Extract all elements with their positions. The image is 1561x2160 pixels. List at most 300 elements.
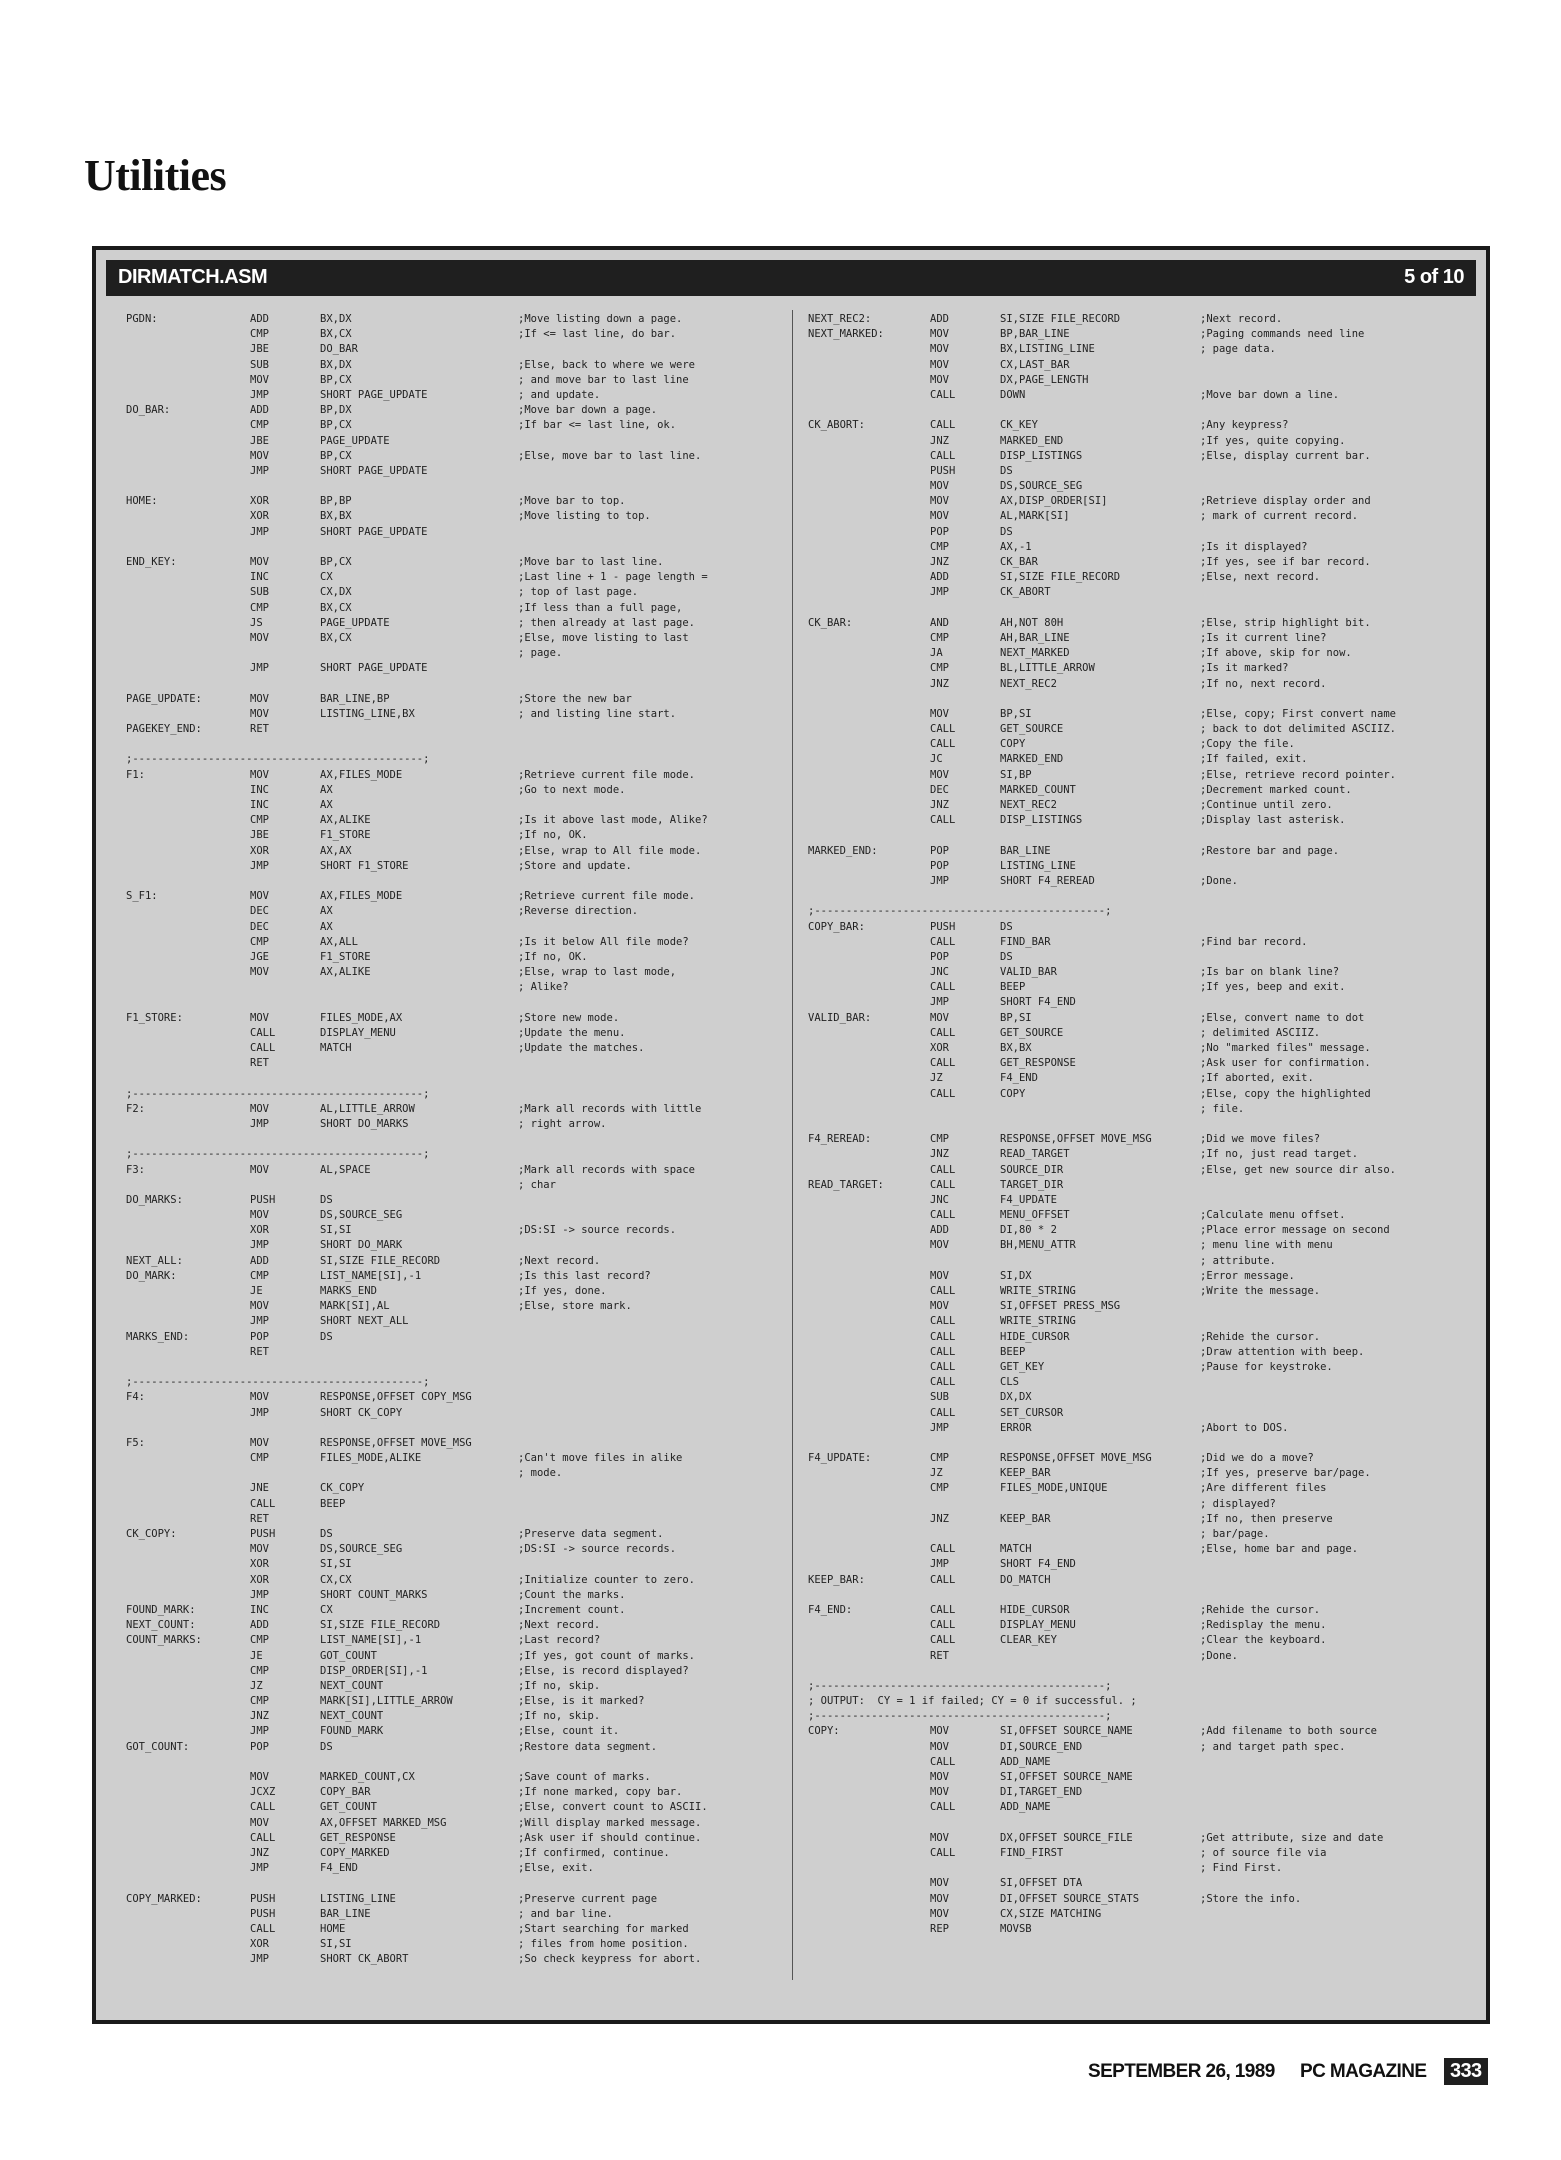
code-comment: ; delimited ASCIIZ. bbox=[1200, 1026, 1321, 1039]
code-line bbox=[808, 1633, 1478, 1648]
code-comment: ;So check keypress for abort. bbox=[518, 1953, 702, 1966]
code-operand: HOME bbox=[320, 1922, 346, 1935]
code-opcode: MOV bbox=[930, 707, 949, 720]
code-comment: ;Else, is record displayed? bbox=[518, 1664, 689, 1677]
listing-column-right bbox=[808, 312, 1478, 1937]
code-line bbox=[808, 1360, 1478, 1375]
code-line bbox=[126, 601, 776, 616]
code-opcode: JBE bbox=[250, 434, 269, 447]
code-comment: ; files from home position. bbox=[518, 1938, 689, 1951]
code-operand: BL,LITTLE_ARROW bbox=[1000, 662, 1095, 675]
code-line bbox=[808, 418, 1478, 433]
code-comment: ;Move bar down a line. bbox=[1200, 388, 1340, 401]
code-operand: BP,SI bbox=[1000, 707, 1032, 720]
code-comment: ;Move bar down a page. bbox=[518, 404, 658, 417]
code-operand: AX bbox=[320, 783, 333, 796]
code-line bbox=[126, 479, 776, 494]
code-opcode: DEC bbox=[250, 920, 269, 933]
code-opcode: JNZ bbox=[930, 556, 949, 568]
code-line bbox=[126, 1132, 776, 1147]
code-opcode: MOV bbox=[250, 1209, 269, 1222]
code-comment: ;Continue until zero. bbox=[1200, 799, 1333, 811]
code-opcode: JBE bbox=[250, 829, 269, 842]
code-operand: SET_CURSOR bbox=[1000, 1406, 1064, 1419]
code-line bbox=[126, 1664, 776, 1679]
code-opcode: CMP bbox=[250, 935, 269, 948]
code-label: DO_BAR: bbox=[126, 404, 171, 417]
code-operand: CX,SIZE MATCHING bbox=[1000, 1907, 1102, 1920]
code-comment: ;Else, copy; First convert name bbox=[1200, 707, 1396, 720]
code-opcode: PUSH bbox=[250, 1528, 276, 1540]
code-line bbox=[808, 1497, 1478, 1512]
code-line bbox=[126, 828, 776, 843]
code-line bbox=[126, 1588, 776, 1603]
code-line bbox=[126, 1087, 776, 1102]
code-line bbox=[126, 1907, 776, 1922]
code-line bbox=[126, 1557, 776, 1572]
code-opcode: JMP bbox=[250, 1117, 269, 1130]
code-operand: COPY_BAR bbox=[320, 1786, 371, 1799]
code-comment: ; displayed? bbox=[1200, 1497, 1276, 1510]
code-opcode: CMP bbox=[250, 601, 269, 614]
code-line bbox=[126, 555, 776, 570]
code-line bbox=[126, 813, 776, 828]
code-operand: BH,MENU_ATTR bbox=[1000, 1239, 1076, 1252]
code-opcode: CALL bbox=[930, 1026, 956, 1039]
code-operand: DX,OFFSET SOURCE_FILE bbox=[1000, 1831, 1133, 1844]
code-opcode: MOV bbox=[250, 692, 269, 705]
code-operand: BX,CX bbox=[320, 328, 352, 341]
code-comment: ;Next record. bbox=[518, 1619, 601, 1632]
code-opcode: JZ bbox=[930, 1072, 943, 1085]
code-line bbox=[126, 1861, 776, 1876]
code-line bbox=[808, 585, 1478, 600]
code-operand: DX,PAGE_LENGTH bbox=[1000, 373, 1089, 386]
code-operand: MARK[SI],LITTLE_ARROW bbox=[320, 1695, 453, 1708]
code-opcode: MOV bbox=[930, 328, 949, 341]
magazine-name: PC MAGAZINE bbox=[1300, 2061, 1427, 2082]
code-operand: AX bbox=[320, 920, 333, 933]
code-line bbox=[808, 1238, 1478, 1253]
code-opcode: MOV bbox=[930, 373, 949, 386]
code-opcode: CALL bbox=[930, 1360, 956, 1373]
code-comment: ;Decrement marked count. bbox=[1200, 783, 1352, 796]
code-line bbox=[126, 1709, 776, 1724]
comment-rule: ;----------------------------------------------; bbox=[808, 1679, 1112, 1692]
code-line bbox=[126, 1284, 776, 1299]
code-comment: ;Else, convert name to dot bbox=[1200, 1011, 1365, 1024]
code-operand: RESPONSE,OFFSET MOVE_MSG bbox=[1000, 1133, 1152, 1146]
code-label: F4_REREAD: bbox=[808, 1133, 872, 1146]
code-label: F2: bbox=[126, 1102, 145, 1115]
code-opcode: MOV bbox=[930, 1300, 949, 1313]
code-opcode: MOV bbox=[930, 1740, 949, 1753]
code-opcode: JE bbox=[250, 1285, 263, 1297]
code-comment: ;If failed, exit. bbox=[1200, 753, 1308, 766]
code-opcode: INC bbox=[250, 1603, 269, 1616]
code-label: DO_MARK: bbox=[126, 1269, 177, 1282]
code-comment: ;Retrieve display order and bbox=[1200, 495, 1371, 508]
code-label: COPY: bbox=[808, 1725, 840, 1738]
code-line bbox=[808, 494, 1478, 509]
code-comment: ;If no, just read target. bbox=[1200, 1148, 1359, 1161]
code-line bbox=[126, 1406, 776, 1421]
code-line bbox=[126, 692, 776, 707]
code-opcode: JS bbox=[250, 616, 263, 629]
code-line bbox=[808, 327, 1478, 342]
code-line bbox=[126, 1724, 776, 1739]
code-line bbox=[126, 616, 776, 631]
code-comment: ; and move bar to last line bbox=[518, 373, 689, 386]
code-line bbox=[126, 570, 776, 585]
code-opcode: CALL bbox=[930, 1603, 956, 1616]
code-comment: ;Store and update. bbox=[518, 859, 632, 872]
code-line bbox=[808, 1421, 1478, 1436]
code-line bbox=[808, 889, 1478, 904]
code-line bbox=[126, 1390, 776, 1405]
code-line bbox=[126, 1922, 776, 1937]
code-operand: CK_ABORT bbox=[1000, 586, 1051, 599]
code-comment: ;Count the marks. bbox=[518, 1588, 626, 1601]
code-line bbox=[126, 525, 776, 540]
code-line bbox=[808, 1436, 1478, 1451]
code-line bbox=[808, 1147, 1478, 1162]
code-line bbox=[126, 1451, 776, 1466]
code-comment: ;Find bar record. bbox=[1200, 935, 1308, 948]
code-opcode: CALL bbox=[250, 1026, 276, 1039]
code-operand: SI,OFFSET SOURCE_NAME bbox=[1000, 1771, 1133, 1783]
code-operand: FILES_MODE,ALIKE bbox=[320, 1452, 422, 1465]
code-comment: ;If yes, quite copying. bbox=[1200, 434, 1346, 447]
code-opcode: MOV bbox=[250, 966, 269, 979]
code-comment: ;Done. bbox=[1200, 1649, 1238, 1662]
code-comment: ;Initialize counter to zero. bbox=[518, 1573, 696, 1586]
code-line bbox=[808, 844, 1478, 859]
code-comment: ;Mark all records with space bbox=[518, 1163, 696, 1176]
code-line bbox=[126, 449, 776, 464]
code-opcode: MOV bbox=[930, 495, 949, 508]
code-comment: ;If yes, done. bbox=[518, 1285, 607, 1297]
code-line bbox=[808, 464, 1478, 479]
code-opcode: JC bbox=[930, 753, 943, 766]
code-opcode: JNZ bbox=[250, 1710, 269, 1723]
code-opcode: MOV bbox=[930, 1831, 949, 1844]
code-line bbox=[126, 1527, 776, 1542]
code-label: NEXT_REC2: bbox=[808, 313, 872, 325]
code-label: MARKS_END: bbox=[126, 1330, 190, 1343]
code-comment: ;If no, next record. bbox=[1200, 677, 1327, 690]
code-label: S_F1: bbox=[126, 890, 158, 903]
code-line bbox=[126, 707, 776, 722]
code-operand: BX,BX bbox=[320, 510, 352, 523]
code-comment: ;DS:SI -> source records. bbox=[518, 1543, 677, 1556]
code-operand: GOT_COUNT bbox=[320, 1649, 377, 1662]
code-opcode: PUSH bbox=[250, 1892, 276, 1905]
code-line bbox=[126, 752, 776, 767]
code-operand: SI,SIZE FILE_RECORD bbox=[320, 1254, 441, 1267]
code-operand: FIND_BAR bbox=[1000, 935, 1051, 948]
code-comment: ;Else, retrieve record pointer. bbox=[1200, 768, 1396, 781]
code-opcode: CALL bbox=[930, 723, 956, 736]
code-operand: BEEP bbox=[1000, 981, 1026, 994]
code-operand: BX,DX bbox=[320, 313, 352, 325]
code-line bbox=[126, 1223, 776, 1238]
code-operand: BAR_LINE bbox=[1000, 844, 1051, 857]
listing-title-bar bbox=[106, 260, 1476, 296]
code-operand: AX,OFFSET MARKED_MSG bbox=[320, 1816, 447, 1829]
code-operand: NEXT_MARKED bbox=[1000, 647, 1070, 660]
code-line bbox=[808, 965, 1478, 980]
code-line bbox=[808, 1892, 1478, 1907]
code-line bbox=[126, 1481, 776, 1496]
code-comment: ;Will display marked message. bbox=[518, 1816, 702, 1829]
code-comment: ;Restore bar and page. bbox=[1200, 844, 1340, 857]
code-operand: BEEP bbox=[320, 1497, 346, 1510]
code-comment: ;Else, move bar to last line. bbox=[518, 449, 702, 462]
code-operand: BX,LISTING_LINE bbox=[1000, 343, 1095, 356]
code-opcode: INC bbox=[250, 783, 269, 796]
code-line bbox=[126, 1056, 776, 1071]
code-line bbox=[126, 1269, 776, 1284]
code-line bbox=[126, 1299, 776, 1314]
code-opcode: RET bbox=[250, 723, 269, 736]
code-opcode: XOR bbox=[250, 1573, 269, 1586]
code-comment: ; menu line with menu bbox=[1200, 1239, 1333, 1252]
code-opcode: CALL bbox=[250, 1497, 276, 1510]
code-comment: ;If no, OK. bbox=[518, 829, 588, 842]
code-label: COPY_BAR: bbox=[808, 920, 865, 933]
code-comment: ;Store the info. bbox=[1200, 1892, 1302, 1905]
code-comment: ;No "marked files" message. bbox=[1200, 1042, 1371, 1054]
issue-date: SEPTEMBER 26, 1989 bbox=[1088, 2061, 1275, 2082]
code-line bbox=[808, 1041, 1478, 1056]
code-opcode: MOV bbox=[250, 373, 269, 386]
code-line bbox=[808, 1056, 1478, 1071]
code-comment: ;If no, skip. bbox=[518, 1679, 601, 1692]
code-opcode: CALL bbox=[930, 1087, 956, 1100]
code-opcode: CALL bbox=[930, 1801, 956, 1814]
code-operand: AL,SPACE bbox=[320, 1163, 371, 1176]
comment-rule: ;----------------------------------------------; bbox=[126, 753, 430, 766]
code-operand: CK_COPY bbox=[320, 1482, 365, 1495]
code-comment: ;Restore data segment. bbox=[518, 1740, 658, 1753]
code-comment: ;Next record. bbox=[518, 1254, 601, 1267]
code-operand: AH,NOT 80H bbox=[1000, 616, 1064, 629]
code-comment: ;Mark all records with little bbox=[518, 1102, 702, 1115]
code-line bbox=[126, 980, 776, 995]
code-line bbox=[808, 540, 1478, 555]
code-opcode: JNZ bbox=[930, 1148, 949, 1161]
listing-part-indicator: 5 of 10 bbox=[1404, 266, 1464, 288]
code-label: PAGE_UPDATE: bbox=[126, 692, 202, 705]
code-operand: CLEAR_KEY bbox=[1000, 1634, 1057, 1647]
code-comment: ;Display last asterisk. bbox=[1200, 814, 1346, 827]
code-line bbox=[808, 1709, 1478, 1724]
code-line bbox=[808, 479, 1478, 494]
code-line bbox=[808, 995, 1478, 1010]
code-line bbox=[126, 844, 776, 859]
code-comment: ; bar/page. bbox=[1200, 1528, 1270, 1540]
code-opcode: CMP bbox=[930, 662, 949, 675]
code-opcode: INC bbox=[250, 571, 269, 584]
code-line bbox=[808, 1390, 1478, 1405]
code-opcode: MOV bbox=[930, 510, 949, 523]
code-line bbox=[808, 737, 1478, 752]
code-line bbox=[808, 1649, 1478, 1664]
code-line bbox=[126, 1238, 776, 1253]
code-label: NEXT_ALL: bbox=[126, 1254, 183, 1267]
code-opcode: MOV bbox=[930, 1892, 949, 1905]
code-comment: ;Is it below All file mode? bbox=[518, 935, 689, 948]
code-line bbox=[808, 449, 1478, 464]
code-operand: BP,CX bbox=[320, 419, 352, 432]
code-comment: ;Else, store mark. bbox=[518, 1300, 632, 1313]
code-operand: BX,DX bbox=[320, 358, 352, 371]
code-comment: ;Else, home bar and page. bbox=[1200, 1543, 1359, 1556]
code-line bbox=[126, 1694, 776, 1709]
code-operand: BP,CX bbox=[320, 449, 352, 462]
code-line bbox=[808, 935, 1478, 950]
code-opcode: JMP bbox=[250, 662, 269, 675]
code-operand: AL,MARK[SI] bbox=[1000, 510, 1070, 523]
code-comment: ;Add filename to both source bbox=[1200, 1725, 1378, 1738]
code-comment: ; and update. bbox=[518, 388, 601, 401]
code-line bbox=[808, 1861, 1478, 1876]
code-opcode: JMP bbox=[250, 1953, 269, 1966]
code-operand: GET_KEY bbox=[1000, 1360, 1045, 1373]
code-operand: ERROR bbox=[1000, 1421, 1032, 1434]
code-comment: ;Else, wrap to All file mode. bbox=[518, 844, 702, 857]
code-line bbox=[126, 1876, 776, 1891]
code-line bbox=[808, 1451, 1478, 1466]
code-opcode: CMP bbox=[250, 1452, 269, 1465]
code-opcode: MOV bbox=[250, 1543, 269, 1556]
code-opcode: MOV bbox=[930, 1011, 949, 1024]
code-comment: ; of source file via bbox=[1200, 1846, 1327, 1859]
code-line bbox=[126, 859, 776, 874]
code-line bbox=[808, 1269, 1478, 1284]
code-operand: SHORT PAGE_UPDATE bbox=[320, 388, 428, 401]
code-operand: RESPONSE,OFFSET COPY_MSG bbox=[320, 1391, 472, 1404]
code-comment: ;If aborted, exit. bbox=[1200, 1072, 1314, 1085]
code-line bbox=[126, 965, 776, 980]
code-opcode: ADD bbox=[930, 571, 949, 584]
code-opcode: JNZ bbox=[930, 1512, 949, 1525]
code-comment: ;Update the menu. bbox=[518, 1026, 626, 1039]
code-opcode: MOV bbox=[250, 1102, 269, 1115]
code-operand: SHORT PAGE_UPDATE bbox=[320, 662, 428, 675]
code-line bbox=[126, 1117, 776, 1132]
code-opcode: MOV bbox=[930, 1269, 949, 1282]
code-line bbox=[808, 1618, 1478, 1633]
code-opcode: CMP bbox=[930, 631, 949, 644]
code-line bbox=[808, 601, 1478, 616]
code-line bbox=[126, 1512, 776, 1527]
code-operand: AX,ALIKE bbox=[320, 814, 371, 827]
code-operand: SI,OFFSET SOURCE_NAME bbox=[1000, 1725, 1133, 1738]
code-comment: ;Rehide the cursor. bbox=[1200, 1330, 1321, 1343]
code-line bbox=[808, 768, 1478, 783]
code-operand: AX,FILES_MODE bbox=[320, 768, 403, 781]
code-comment: ;If no, then preserve bbox=[1200, 1512, 1333, 1525]
code-opcode: XOR bbox=[250, 1558, 269, 1571]
code-comment: ; attribute. bbox=[1200, 1254, 1276, 1267]
code-operand: BP,CX bbox=[320, 556, 352, 568]
code-comment: ;Preserve data segment. bbox=[518, 1528, 664, 1540]
code-comment: ;Preserve current page bbox=[518, 1892, 658, 1905]
code-opcode: MOV bbox=[930, 343, 949, 356]
code-operand: BP,DX bbox=[320, 404, 352, 417]
code-opcode: JNZ bbox=[250, 1846, 269, 1859]
code-operand: GET_RESPONSE bbox=[320, 1831, 396, 1844]
code-comment: ;If yes, got count of marks. bbox=[518, 1649, 696, 1662]
code-line bbox=[126, 1603, 776, 1618]
code-line bbox=[126, 342, 776, 357]
code-comment: ;If bar <= last line, ok. bbox=[518, 419, 677, 432]
code-comment: ;DS:SI -> source records. bbox=[518, 1224, 677, 1237]
code-operand: VALID_BAR bbox=[1000, 966, 1057, 979]
code-line bbox=[126, 1041, 776, 1056]
code-line bbox=[808, 1846, 1478, 1861]
code-line bbox=[126, 1421, 776, 1436]
code-operand: BP,BAR_LINE bbox=[1000, 328, 1070, 341]
code-operand: DS bbox=[320, 1528, 333, 1540]
code-label: DO_MARKS: bbox=[126, 1193, 183, 1206]
code-opcode: CMP bbox=[250, 419, 269, 432]
code-comment: ; mode. bbox=[518, 1467, 563, 1480]
code-operand: CX,LAST_BAR bbox=[1000, 358, 1070, 371]
code-line bbox=[808, 1907, 1478, 1922]
code-opcode: CMP bbox=[250, 1695, 269, 1708]
code-line bbox=[808, 859, 1478, 874]
comment-rule: ;----------------------------------------------; bbox=[808, 905, 1112, 918]
code-line bbox=[808, 950, 1478, 965]
code-comment: ; and bar line. bbox=[518, 1907, 613, 1920]
code-operand: DO_MATCH bbox=[1000, 1573, 1051, 1586]
code-line bbox=[808, 1603, 1478, 1618]
code-comment: ; and listing line start. bbox=[518, 707, 677, 720]
code-comment: ;Else, move listing to last bbox=[518, 631, 689, 644]
code-line bbox=[126, 737, 776, 752]
code-line bbox=[126, 434, 776, 449]
code-operand: SHORT PAGE_UPDATE bbox=[320, 525, 428, 538]
code-operand: DS bbox=[320, 1193, 333, 1206]
code-line bbox=[808, 1284, 1478, 1299]
page-number: 333 bbox=[1444, 2058, 1488, 2085]
code-line bbox=[808, 1588, 1478, 1603]
code-label: F4: bbox=[126, 1391, 145, 1404]
code-comment: ;Is it displayed? bbox=[1200, 540, 1308, 553]
code-line bbox=[126, 768, 776, 783]
code-comment: ;Done. bbox=[1200, 874, 1238, 887]
comment-rule: ;----------------------------------------------; bbox=[808, 1710, 1112, 1723]
code-comment: ;Increment count. bbox=[518, 1603, 626, 1616]
code-line bbox=[808, 358, 1478, 373]
code-opcode: ADD bbox=[250, 313, 269, 325]
code-line bbox=[808, 342, 1478, 357]
code-opcode: CMP bbox=[930, 1482, 949, 1495]
code-operand: SHORT CK_ABORT bbox=[320, 1953, 409, 1966]
code-line bbox=[126, 677, 776, 692]
code-line bbox=[126, 1208, 776, 1223]
code-label: COPY_MARKED: bbox=[126, 1892, 202, 1905]
code-opcode: JNZ bbox=[930, 799, 949, 811]
code-line bbox=[126, 1026, 776, 1041]
code-comment: ;Did we do a move? bbox=[1200, 1452, 1314, 1465]
code-line bbox=[808, 1664, 1478, 1679]
code-line bbox=[126, 1755, 776, 1770]
code-comment: ;Ask user if should continue. bbox=[518, 1831, 702, 1844]
